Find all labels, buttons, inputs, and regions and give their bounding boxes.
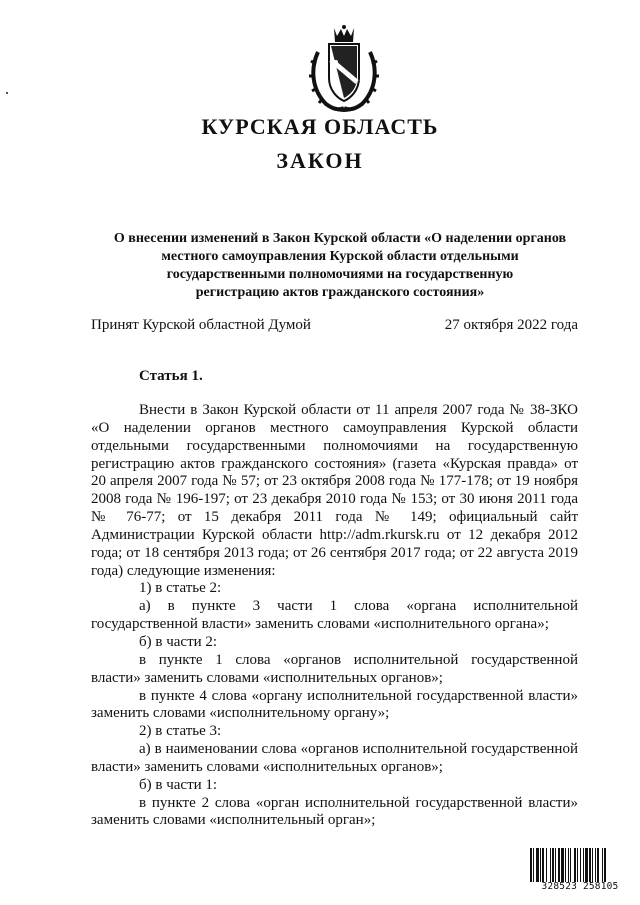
adoption-date: 27 октября 2022 года: [444, 317, 578, 333]
region-title: КУРСКАЯ ОБЛАСТЬ: [201, 114, 439, 139]
adopted-by: Принят Курской областной Думой: [91, 317, 311, 333]
body-paragraph: а) в наименовании слова «органов исполнительной государственной власти» заменить словами «исполнительных органов»;: [91, 741, 578, 775]
heading-line: регистрацию актов гражданского состояния»: [195, 285, 485, 300]
body-paragraph: 1) в статье 2:: [139, 580, 222, 597]
body-paragraph: Внести в Закон Курской области от 11 апреля 2007 года № 38-ЗКО «О наделении органов местного самоуправления Курской области отдельными государственными полномочиями на государственную регистрацию актов гражданского состояния» (газета «Курская правда» от 20 апреля 2007 года № 57; от 23 октября 2008 года № 177-178; от 19 ноября 2008 года № 196-197; от 23 декабря 2010 года № 153; от 30 июня 2011 года № 76-77; от 15 декабря 2011 года № 149; официальный сайт Администрации Курской области http://adm.rkursk.ru от 12 декабря 2012 года; от 18 сентября 2013 года; от 26 сентября 2017 года; от 22 августа 2019 года) следующие изменения:: [91, 402, 578, 579]
scan-dot: [6, 92, 8, 94]
coat-of-arms-emblem: [304, 24, 384, 114]
barcode-number: 328523 258105: [541, 881, 619, 892]
document-type-title: ЗАКОН: [276, 148, 364, 173]
body-paragraph: б) в части 1:: [139, 776, 218, 793]
body-paragraph: а) в пункте 3 части 1 слова «органа исполнительной государственной власти» заменить словами «исполнительного органа»;: [91, 598, 578, 633]
heading-line: местного самоуправления Курской области отдельными: [161, 249, 519, 264]
body-paragraph: в пункте 4 слова «органу исполнительной государственной власти» заменить словами «исполнительному органу»;: [91, 687, 578, 722]
heading-line: государственными полномочиями на государственную: [166, 267, 514, 282]
article-body: [91, 402, 578, 830]
law-heading: [80, 230, 600, 302]
body-paragraph: б) в части 2:: [139, 633, 218, 650]
barcode-bars-icon: [530, 848, 630, 882]
body-paragraph: 2) в статье 3:: [139, 723, 222, 740]
body-paragraph: в пункте 1 слова «органов исполнительной государственной власти» заменить словами «исполнительных органов»;: [91, 651, 578, 686]
body-paragraph: в пункте 2 слова «орган исполнительной государственной власти» заменить словами «исполнительный орган»;: [91, 794, 578, 829]
barcode: [530, 848, 630, 894]
heading-line: О внесении изменений в Закон Курской области «О наделении органов: [113, 231, 567, 246]
article-title: Статья 1.: [139, 368, 203, 384]
